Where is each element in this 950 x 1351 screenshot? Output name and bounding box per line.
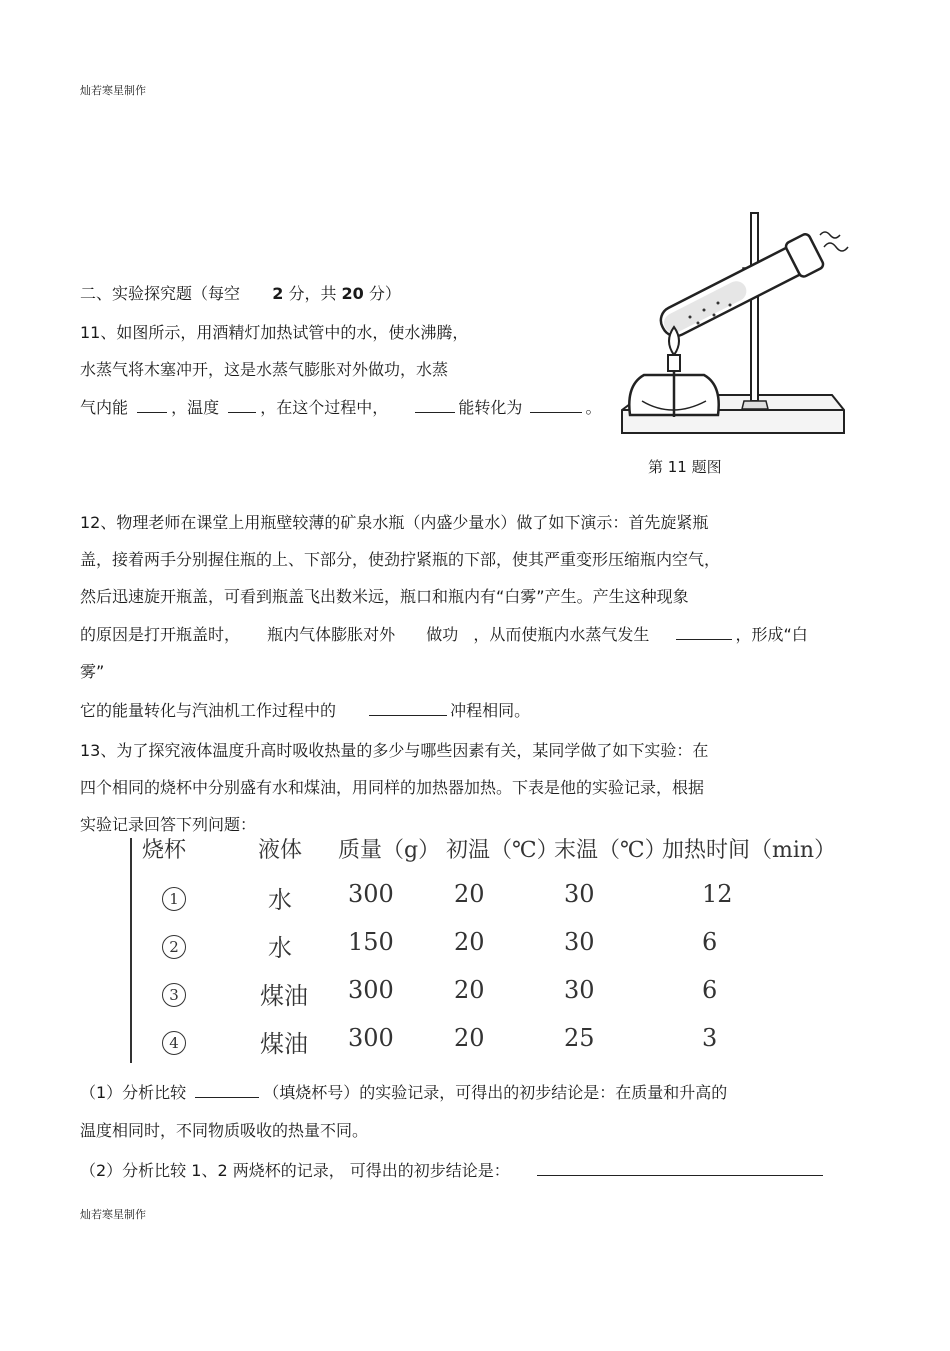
table-cell: 300	[348, 880, 394, 908]
q11-line3	[80, 395, 601, 418]
section-title	[80, 281, 401, 304]
answer-blank[interactable]	[195, 1083, 259, 1098]
table-cell: 6	[702, 976, 718, 1004]
q12-line2: 盖，接着两手分别握住瓶的上、下部分，使劲拧紧瓶的下部，使其严重变形压缩瓶内空气，	[80, 550, 721, 569]
q13-line2: 四个相同的烧杯中分别盛有水和煤油，用同样的加热器加热。下表是他的实验记录，根据	[80, 778, 705, 797]
answer-blank[interactable]	[676, 625, 732, 640]
q12-line6	[80, 698, 530, 721]
table-cell: 水	[268, 886, 292, 914]
table-header: 质量（g）	[338, 838, 441, 863]
section-title-part: 二、实验探究题（每空	[80, 284, 241, 303]
table-cell: 煤油	[260, 1030, 308, 1058]
table-cell: 水	[268, 934, 292, 962]
table-cell-beaker	[162, 930, 186, 959]
beaker-number: 1	[162, 887, 186, 911]
table-cell-beaker	[162, 1026, 186, 1055]
answer-blank[interactable]	[415, 398, 455, 413]
q12-text: ，从而使瓶内水蒸气发生	[473, 625, 650, 644]
q13-line3: 实验记录回答下列问题：	[80, 815, 257, 834]
q13-sub2	[80, 1158, 823, 1181]
experiment-table	[130, 830, 837, 1065]
q12-text: 的原因是打开瓶盖时，	[80, 625, 241, 644]
q12-line3: 然后迅速旋开瓶盖，可看到瓶盖飞出数米远，瓶口和瓶内有“白雾”产生。产生这种现象	[80, 587, 689, 606]
table-cell: 300	[348, 1024, 394, 1052]
section-title-part: 分）	[368, 284, 401, 303]
page-footer: 灿若寒星制作	[80, 1208, 146, 1221]
table-header: 末温（℃）	[554, 838, 667, 863]
page-header: 灿若寒星制作	[80, 84, 146, 97]
q12-text: ，形成“白	[735, 625, 808, 644]
table-cell: 30	[564, 928, 595, 956]
q13-text: （填烧杯号）的实验记录，可得出的初步结论是：在质量和升高的	[263, 1083, 728, 1102]
table-cell: 3	[702, 1024, 718, 1052]
beaker-number: 3	[162, 983, 186, 1007]
beaker-number: 4	[162, 1031, 186, 1055]
q11-figure-caption: 第 11 题图	[648, 458, 722, 476]
answer-blank[interactable]	[369, 701, 447, 716]
q13-sub1	[80, 1080, 727, 1103]
beaker-number: 2	[162, 935, 186, 959]
table-cell: 30	[564, 880, 595, 908]
q12-text: 它的能量转化与汽油机工作过程中的	[80, 701, 337, 720]
q12-text: 冲程相同。	[450, 701, 531, 720]
q11-apparatus-figure	[612, 205, 852, 455]
table-cell: 25	[564, 1024, 595, 1052]
table-cell: 20	[454, 880, 485, 908]
table-cell: 20	[454, 976, 485, 1004]
q13-sub1-cont: 温度相同时，不同物质吸收的热量不同。	[80, 1121, 369, 1140]
q12-line1: 12、物理老师在课堂上用瓶壁较薄的矿泉水瓶（内盛少量水）做了如下演示：首先旋紧瓶	[80, 513, 709, 532]
q12-line4	[80, 622, 808, 645]
table-cell: 300	[348, 976, 394, 1004]
table-cell-beaker	[162, 882, 186, 911]
q12-text: 做功	[426, 625, 459, 644]
q11-text: 。	[585, 398, 602, 417]
q11-line2: 水蒸气将木塞冲开，这是水蒸气膨胀对外做功，水蒸	[80, 360, 449, 379]
table-cell: 20	[454, 1024, 485, 1052]
table-left-border	[130, 838, 132, 1063]
table-cell: 煤油	[260, 982, 308, 1010]
section-title-part: 分，共	[288, 284, 337, 303]
table-header: 加热时间（min）	[662, 838, 837, 863]
q13-text: （1）分析比较	[80, 1083, 187, 1102]
answer-blank[interactable]	[228, 398, 256, 413]
table-cell: 6	[702, 928, 718, 956]
table-header: 烧杯	[142, 838, 187, 863]
q11-text: ，温度	[171, 398, 220, 417]
answer-blank[interactable]	[137, 398, 167, 413]
q11-text: ，在这个过程中，	[260, 398, 389, 417]
q12-text: 瓶内气体膨胀对外	[267, 625, 396, 644]
q11-line1: 11、如图所示，用酒精灯加热试管中的水，使水沸腾，	[80, 323, 469, 342]
table-header: 液体	[258, 838, 303, 863]
answer-blank[interactable]	[537, 1161, 823, 1176]
q13-text: （2）分析比较 1、2 两烧杯的记录， 可得出的初步结论是：	[80, 1161, 510, 1180]
points-total: 20	[341, 284, 364, 303]
q13-line1: 13、为了探究液体温度升高时吸收热量的多少与哪些因素有关，某同学做了如下实验：在	[80, 741, 709, 760]
points-each: 2	[272, 284, 284, 303]
table-cell: 30	[564, 976, 595, 1004]
q11-text: 能转化为	[458, 398, 523, 417]
table-cell: 20	[454, 928, 485, 956]
q12-line5: 雾”	[80, 662, 105, 681]
table-cell: 150	[348, 928, 394, 956]
table-cell-beaker	[162, 978, 186, 1007]
answer-blank[interactable]	[530, 398, 582, 413]
table-header: 初温（℃）	[446, 838, 559, 863]
table-cell: 12	[702, 880, 733, 908]
q11-text: 气内能	[80, 398, 129, 417]
